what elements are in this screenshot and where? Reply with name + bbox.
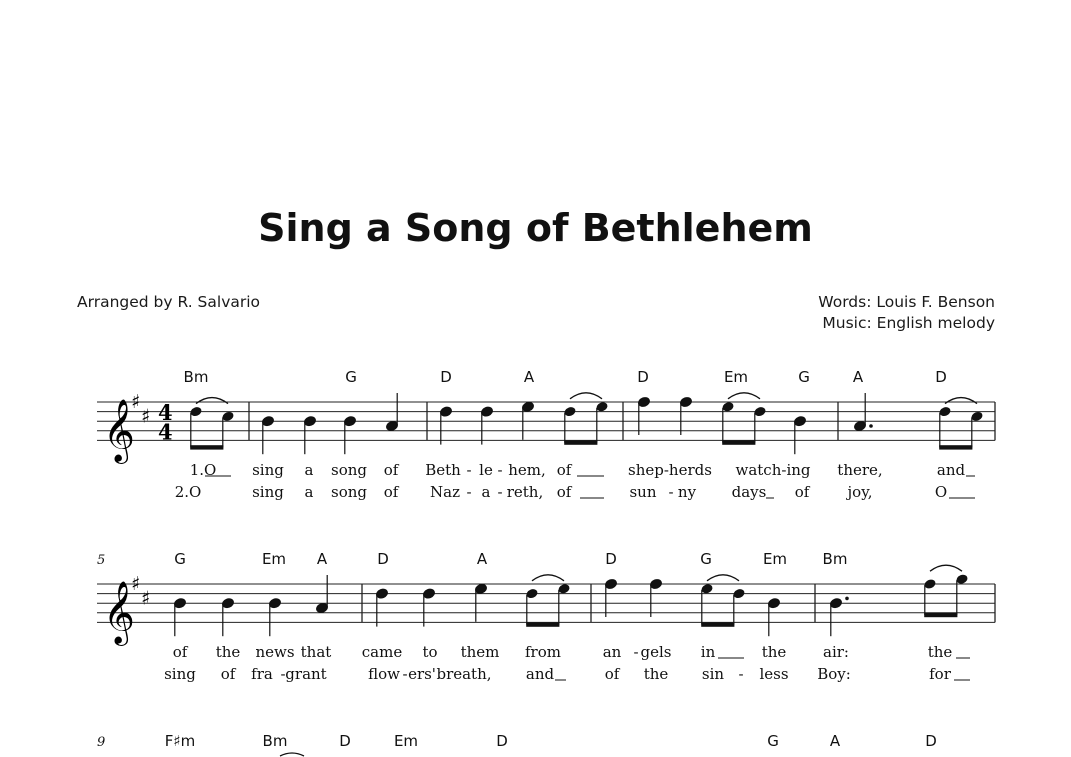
lyric-verse-1: of xyxy=(383,461,399,479)
lyric-verse-1: the xyxy=(215,643,241,661)
chord-symbol: D xyxy=(440,368,452,386)
lyric-verse-2: and xyxy=(525,665,555,683)
arranger-credit: Arranged by R. Salvario xyxy=(77,293,261,311)
lyric-verse-2: a xyxy=(304,483,314,501)
lyric-verse-1: song xyxy=(331,461,367,479)
eighth-note-pair xyxy=(189,398,235,450)
time-signature-top: 4 xyxy=(158,400,173,426)
lyric-verse-1: came xyxy=(361,643,403,661)
measure-number: 9 xyxy=(97,735,106,750)
chord-symbol: Bm xyxy=(822,550,848,568)
lyric-verse-1: an xyxy=(602,643,622,661)
sharp-icon: ♯ xyxy=(131,391,141,413)
lyric-verse-2: of xyxy=(794,483,810,501)
lyric-verse-2: sin xyxy=(701,665,725,683)
chord-symbol: D xyxy=(377,550,389,568)
chord-symbol: D xyxy=(605,550,617,568)
lyric-verse-1: them xyxy=(460,643,500,661)
chord-symbol: A xyxy=(476,550,488,568)
chord-symbol: Bm xyxy=(262,732,288,750)
note xyxy=(221,597,235,636)
lyric-verse-1: hem, xyxy=(508,461,546,479)
chord-symbol: G xyxy=(345,368,357,386)
lyric-verse-1: watch-ing xyxy=(735,461,811,479)
note xyxy=(315,575,329,614)
lyric-verse-2: - xyxy=(668,483,674,501)
eighth-note-pair xyxy=(721,393,767,445)
lyric-verse-1: and xyxy=(936,461,966,479)
lyric-verse-2: song xyxy=(331,483,367,501)
chord-symbol: A xyxy=(316,550,328,568)
lyric-verse-1: that xyxy=(300,643,332,661)
lyric-verse-2: the xyxy=(643,665,669,683)
note xyxy=(637,396,651,435)
lyric-verse-1: of xyxy=(556,461,572,479)
lyric-verse-2: fra xyxy=(251,665,273,683)
lyric-verse-2: of xyxy=(556,483,572,501)
chord-symbol: A xyxy=(852,368,864,386)
chord-symbol: Bm xyxy=(183,368,209,386)
note xyxy=(480,406,494,445)
music-credit: Music: English melody xyxy=(822,314,995,332)
lyric-verse-2: of xyxy=(383,483,399,501)
lyric-verse-2: sing xyxy=(252,483,284,501)
lyric-verse-2: of xyxy=(604,665,620,683)
chord-symbol: D xyxy=(339,732,351,750)
lyric-verse-1: from xyxy=(525,643,561,661)
lyric-verse-1: in xyxy=(700,643,716,661)
lyric-verse-2: flow xyxy=(368,665,400,683)
lyric-verse-1: news xyxy=(255,643,295,661)
lyric-verse-1: le xyxy=(479,461,493,479)
lyric-verse-2: 2.O xyxy=(174,483,202,501)
note xyxy=(261,415,275,454)
lyric-verse-2: reth, xyxy=(506,483,544,501)
note xyxy=(679,396,693,435)
note xyxy=(521,401,535,440)
chord-symbol: F♯m xyxy=(164,732,196,750)
lyric-verse-1: there, xyxy=(837,461,883,479)
chord-symbol: G xyxy=(767,732,779,750)
chord-symbol: Em xyxy=(393,732,419,750)
lyric-verse-1: the xyxy=(761,643,787,661)
lyric-verse-1: sing xyxy=(252,461,284,479)
lyric-verse-2: breath, xyxy=(436,665,492,683)
eighth-note-pair xyxy=(938,398,984,450)
eighth-note-pair xyxy=(563,393,609,445)
chord-symbol: Em xyxy=(762,550,788,568)
note xyxy=(375,588,389,627)
lyric-verse-2: Naz xyxy=(430,483,460,501)
treble-clef-icon: 𝄞 xyxy=(103,398,135,462)
lyric-verse-1: the xyxy=(927,643,953,661)
lyric-verse-2: - xyxy=(466,483,472,501)
treble-clef-icon: 𝄞 xyxy=(103,580,135,644)
sharp-icon: ♯ xyxy=(141,587,151,610)
lyric-verse-2: joy, xyxy=(847,483,873,501)
page-title: Sing a Song of Bethlehem xyxy=(258,206,813,250)
time-signature-bottom: 4 xyxy=(158,419,173,445)
lyric-verse-2: Boy: xyxy=(817,665,851,683)
lyric-verse-1: - xyxy=(497,461,503,479)
note xyxy=(767,597,781,636)
lyric-verse-2: - xyxy=(280,665,286,683)
note xyxy=(422,588,436,627)
lyric-verse-1: - xyxy=(633,643,639,661)
note xyxy=(173,597,187,636)
lyric-verse-2: - xyxy=(738,665,744,683)
lyric-verse-2: - xyxy=(497,483,503,501)
note xyxy=(385,393,399,432)
note xyxy=(474,583,488,622)
lyric-verse-2: - xyxy=(402,665,408,683)
note xyxy=(439,406,453,445)
lyric-verse-2: days xyxy=(731,483,767,501)
note xyxy=(604,578,618,617)
note xyxy=(649,578,663,617)
lyric-verse-1: - xyxy=(466,461,472,479)
eighth-note-pair xyxy=(525,575,571,627)
lyric-verse-2: ny xyxy=(677,483,697,501)
chord-symbol: G xyxy=(700,550,712,568)
eighth-note-pair xyxy=(700,575,746,627)
chord-symbol: D xyxy=(935,368,947,386)
lyric-verse-2: sun xyxy=(629,483,657,501)
lyric-verse-1: air: xyxy=(823,643,849,661)
lyric-verse-2: sing xyxy=(164,665,196,683)
note xyxy=(268,597,282,636)
lyric-verse-1: to xyxy=(422,643,438,661)
note xyxy=(793,415,807,454)
lyric-verse-1: 1.O xyxy=(189,461,217,479)
chord-symbol: G xyxy=(798,368,810,386)
measure-number: 5 xyxy=(97,553,106,568)
sharp-icon: ♯ xyxy=(141,405,151,428)
lyric-verse-1: gels xyxy=(640,643,672,661)
slur xyxy=(280,753,304,756)
chord-symbol: A xyxy=(523,368,535,386)
chord-symbol: G xyxy=(174,550,186,568)
lyric-verse-1: Beth xyxy=(425,461,461,479)
chord-symbol: D xyxy=(496,732,508,750)
chord-symbol: A xyxy=(829,732,841,750)
lyric-verse-1: of xyxy=(172,643,188,661)
note xyxy=(303,415,317,454)
chord-symbol: Em xyxy=(261,550,287,568)
lyric-verse-2: a xyxy=(481,483,491,501)
lyric-verse-1: shep-herds xyxy=(628,461,712,479)
lyric-verse-2: of xyxy=(220,665,236,683)
note xyxy=(829,597,849,637)
lyric-verse-2: O xyxy=(934,483,948,501)
lyric-verse-2: ers' xyxy=(408,665,436,683)
eighth-note-pair xyxy=(923,565,969,617)
lyric-verse-2: for xyxy=(929,665,951,683)
note xyxy=(343,415,357,454)
chord-symbol: Em xyxy=(723,368,749,386)
lyric-verse-2: less xyxy=(759,665,789,683)
lyric-verse-1: a xyxy=(304,461,314,479)
note xyxy=(853,393,873,432)
chord-symbol: D xyxy=(637,368,649,386)
sharp-icon: ♯ xyxy=(131,573,141,595)
chord-symbol: D xyxy=(925,732,937,750)
lyric-verse-2: grant xyxy=(285,665,327,683)
words-credit: Words: Louis F. Benson xyxy=(818,293,995,311)
